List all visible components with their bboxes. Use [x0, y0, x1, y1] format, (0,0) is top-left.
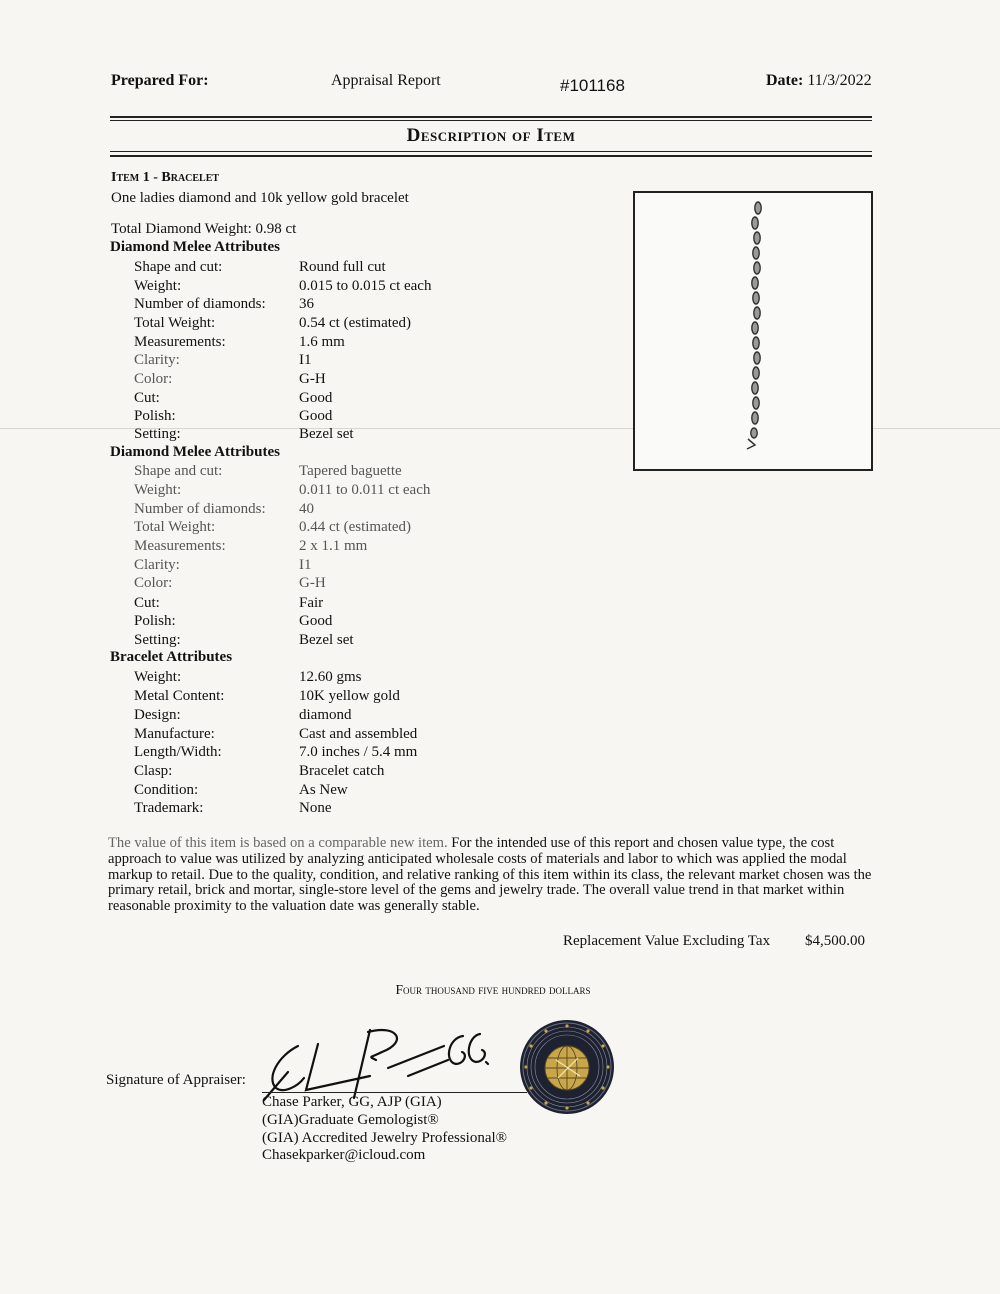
attr-value: G-H	[299, 371, 326, 387]
attr-label: Setting:	[134, 426, 181, 442]
attr-value: As New	[299, 782, 348, 798]
date-value: 11/3/2022	[807, 72, 872, 89]
appraiser-credential: (GIA) Accredited Jewelry Professional®	[262, 1130, 508, 1146]
bracelet-attributes-heading: Bracelet Attributes	[110, 649, 233, 665]
attr-value: I1	[299, 557, 312, 573]
attr-value: None	[299, 800, 332, 816]
attr-label: Number of diamonds:	[134, 501, 266, 517]
total-diamond-weight: Total Diamond Weight: 0.98 ct	[111, 221, 297, 237]
attr-label: Number of diamonds:	[134, 296, 266, 312]
value-in-words: Four thousand five hundred dollars	[395, 982, 591, 997]
section-title: Description of Item	[406, 125, 576, 146]
attr-value: 0.54 ct (estimated)	[299, 315, 412, 331]
attr-label: Manufacture:	[134, 726, 215, 742]
appraiser-name: Chase Parker, GG, AJP (GIA)	[262, 1094, 442, 1110]
attr-value: Round full cut	[299, 259, 386, 275]
attr-value: 12.60 gms	[299, 669, 362, 685]
header-rule-top	[110, 116, 872, 118]
prepared-for-label: Prepared For:	[111, 72, 209, 89]
attr-label: Weight:	[134, 669, 182, 685]
attr-label: Design:	[134, 707, 181, 723]
attr-value: 10K yellow gold	[299, 688, 400, 704]
attr-label: Color:	[134, 371, 173, 387]
valuation-lead: The value of this item is based on a comparable new item.	[108, 835, 448, 851]
appraiser-credential: (GIA)Graduate Gemologist®	[262, 1112, 439, 1128]
attr-value: Good	[299, 613, 333, 629]
replacement-value: $4,500.00	[805, 933, 865, 949]
attr-value: G-H	[299, 575, 326, 591]
attr-label: Color:	[134, 575, 173, 591]
attr-label: Length/Width:	[134, 744, 222, 760]
attr-label: Clasp:	[134, 763, 173, 779]
attr-label: Total Weight:	[134, 315, 216, 331]
date-label: Date:	[766, 72, 804, 89]
attr-value: Good	[299, 408, 333, 424]
melee-attributes-heading: Diamond Melee Attributes	[110, 444, 280, 460]
attr-label: Clarity:	[134, 352, 180, 368]
attr-label: Weight:	[134, 482, 182, 498]
header-rule-top-thin	[110, 120, 872, 121]
attr-value: 0.011 to 0.011 ct each	[299, 482, 431, 498]
attr-value: Cast and assembled	[299, 726, 418, 742]
report-number: #101168	[560, 76, 625, 95]
attr-label: Trademark:	[134, 800, 204, 816]
signature-line	[262, 1092, 527, 1093]
attr-label: Weight:	[134, 278, 182, 294]
attr-label: Condition:	[134, 782, 199, 798]
attr-label: Cut:	[134, 595, 160, 611]
item-photo	[633, 191, 873, 471]
report-title: Appraisal Report	[331, 72, 441, 89]
attr-label: Polish:	[134, 613, 176, 629]
attr-value: 36	[299, 296, 314, 312]
attr-label: Polish:	[134, 408, 176, 424]
attr-label: Measurements:	[134, 334, 226, 350]
attr-value: 2 x 1.1 mm	[299, 538, 368, 554]
attr-value: diamond	[299, 707, 352, 723]
attr-value: I1	[299, 352, 312, 368]
attr-value: Fair	[299, 595, 324, 611]
attr-value: 7.0 inches / 5.4 mm	[299, 744, 418, 760]
appraiser-email: Chasekparker@icloud.com	[262, 1147, 426, 1163]
attr-label: Setting:	[134, 632, 181, 648]
item-description: One ladies diamond and 10k yellow gold bracelet	[111, 190, 409, 206]
attr-label: Cut:	[134, 390, 160, 406]
attr-value: 0.44 ct (estimated)	[299, 519, 412, 535]
attr-value: Bracelet catch	[299, 763, 385, 779]
melee-attributes-heading: Diamond Melee Attributes	[110, 239, 280, 255]
attr-label: Metal Content:	[134, 688, 225, 704]
attr-label: Measurements:	[134, 538, 226, 554]
valuation-paragraph	[108, 836, 873, 915]
replacement-value-label: Replacement Value Excluding Tax	[563, 933, 771, 949]
attr-value: Good	[299, 390, 333, 406]
attr-label: Shape and cut:	[134, 463, 223, 479]
attr-value: 40	[299, 501, 314, 517]
header-rule-bottom-thin	[110, 151, 872, 152]
attr-value: Bezel set	[299, 632, 354, 648]
header-rule-bottom	[110, 155, 872, 157]
attr-label: Total Weight:	[134, 519, 216, 535]
attr-label: Clarity:	[134, 557, 180, 573]
item-heading: Item 1 - Bracelet	[111, 170, 220, 185]
attr-label: Shape and cut:	[134, 259, 223, 275]
valuation-body: For the intended use of this report and chosen value type, the cost approach to value was utilized by analyzing anticipated wholesale costs of materials and labor to which was applied the modal markup to retail. Due to the quality, condition, and relative ranking of this item within its class, the relevant market chosen was the primary retail, brick and mortar, single-store level of the gems and jewelry trade. The overall value trend in that market within reasonable proximity to the valuation date was generally stable.	[108, 835, 872, 915]
attr-value: Tapered baguette	[299, 463, 402, 479]
attr-value: Bezel set	[299, 426, 354, 442]
bracelet-image	[635, 193, 871, 469]
report-date	[766, 72, 872, 90]
attr-value: 0.015 to 0.015 ct each	[299, 278, 432, 294]
gemologist-seal	[518, 1018, 616, 1116]
signature-label: Signature of Appraiser:	[106, 1072, 246, 1088]
attr-value: 1.6 mm	[299, 334, 345, 350]
